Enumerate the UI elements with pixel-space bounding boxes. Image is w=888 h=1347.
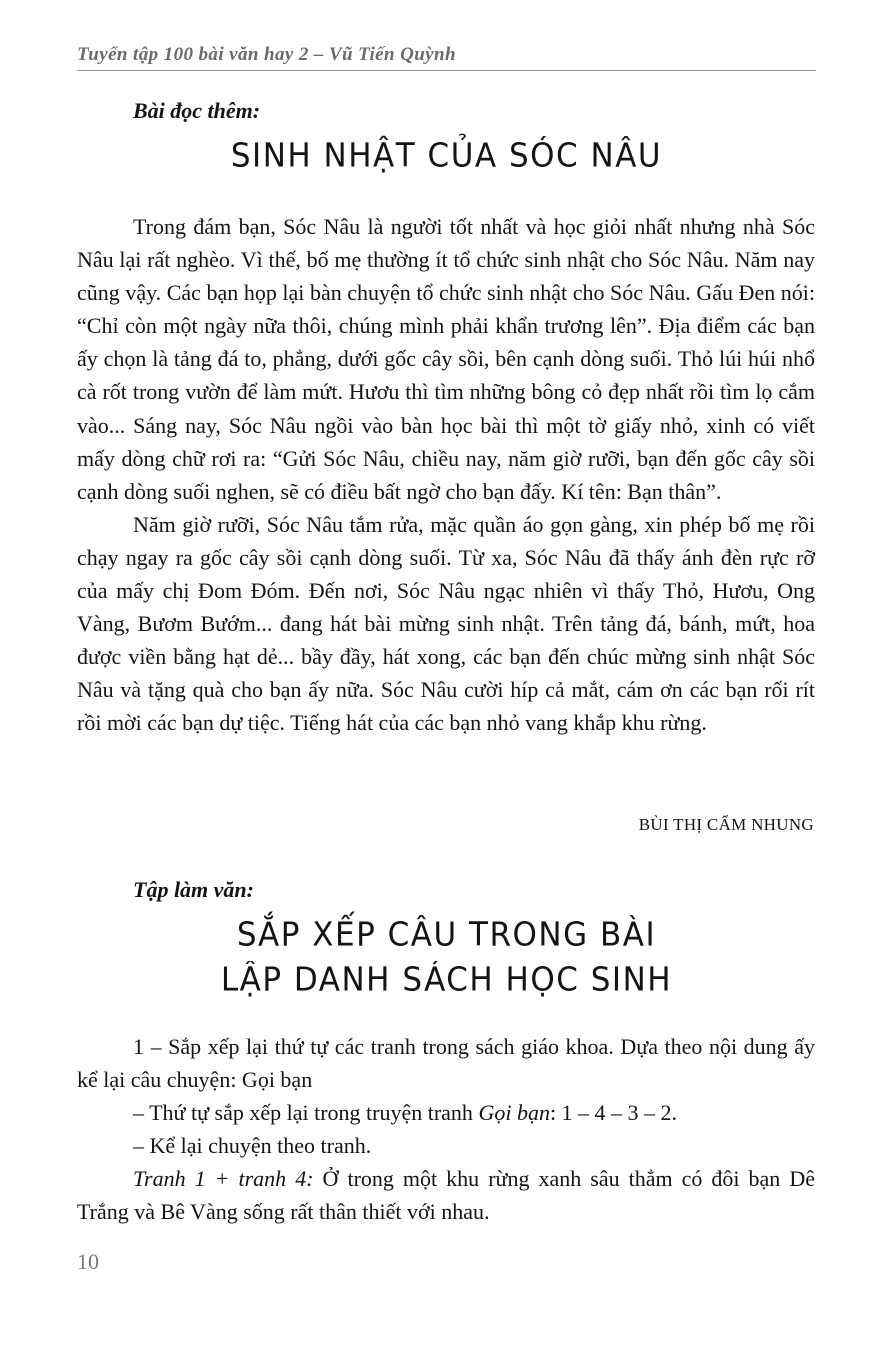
reading-paragraph: Năm giờ rưỡi, Sóc Nâu tắm rửa, mặc quần áo gọn gàng, xin phép bố mẹ rồi chạy ngay ra gốc cây sồi cạnh dòng suối. Từ xa, Sóc Nâu đã thấy ánh đèn rực rỡ của mấy chị Đom Đóm. Đến nơi, Sóc Nâu ngạc nhiên vì thấy Thỏ, Hươu, Ong Vàng, Bươm Bướm... đang hát bài mừng sinh nhật. Trên tảng đá, bánh, mứt, hoa được viền bằng hạt dẻ... bầy đầy, hát xong, các bạn đến chúc mừng sinh nhật Sóc Nâu và tặng quà cho bạn ấy nữa. Sóc Nâu cười híp cả mắt, cám ơn các bạn rối rít rồi mời các bạn dự tiệc. Tiếng hát của các bạn nhỏ vang khắp khu rừng. bbox=[77, 511, 815, 736]
author-credit: BÙI THỊ CẨM NHUNG bbox=[638, 815, 814, 834]
item-order-sequence: : 1 – 4 – 3 – 2. bbox=[549, 1100, 678, 1126]
header-divider bbox=[77, 70, 816, 71]
story-title: Gọi bạn bbox=[478, 1100, 550, 1126]
scene-text: Ở trong một khu rừng xanh sâu thẳm có đôi bạn Dê Trắng và Bê Vàng sống rất thân thiết với nhau. bbox=[77, 1166, 815, 1225]
reading-body bbox=[77, 210, 815, 740]
item-order-prefix: – Thứ tự sắp xếp lại trong truyện tranh bbox=[133, 1100, 479, 1126]
reading-paragraph: Trong đám bạn, Sóc Nâu là người tốt nhất và học giỏi nhất nhưng nhà Sóc Nâu lại rất nghèo. Vì thế, bố mẹ thường ít tổ chức sinh nhật cho Sóc Nâu. Năm nay cũng vậy. Các bạn họp lại bàn chuyện tổ chức sinh nhật cho Sóc Nâu. Gấu Đen nói: “Chỉ còn một ngày nữa thôi, chúng mình phải khẩn trương lên”. Địa điểm các bạn ấy chọn là tảng đá to, phẳng, dưới gốc cây sồi, bên cạnh dòng suối. Thỏ lúi húi nhổ cà rốt trong vườn để làm mứt. Hươu thì tìm những bông cỏ đẹp nhất rồi tìm lọ cắm vào... Sáng nay, Sóc Nâu ngồi vào bàn học bài thì một tờ giấy nhỏ, xinh có viết mấy dòng chữ rơi ra: “Gửi Sóc Nâu, chiều nay, năm giờ rưỡi, bạn đến gốc cây sồi cạnh dòng suối nghen, sẽ có điều bất ngờ cho bạn đấy. Kí tên: Bạn thân”. bbox=[77, 214, 815, 504]
reading-title: SINH NHẬT CỦA SÓC NÂU bbox=[230, 137, 663, 175]
reading-section-label: Bài đọc thêm: bbox=[133, 98, 261, 123]
exercise-intro: 1 – Sắp xếp lại thứ tự các tranh trong sách giáo khoa. Dựa theo nội dung ấy kể lại câu chuyện: Gọi bạn bbox=[77, 1034, 815, 1093]
exercise-section-label: Tập làm văn: bbox=[133, 877, 254, 902]
scene-label: Tranh 1 + tranh 4: bbox=[133, 1166, 314, 1192]
exercise-title-line1: SẮP XẾP CÂU TRONG BÀI bbox=[236, 916, 657, 954]
exercise-item-retell: – Kể lại chuyện theo tranh. bbox=[133, 1133, 372, 1159]
exercise-title-line2: LẬP DANH SÁCH HỌC SINH bbox=[220, 961, 673, 999]
exercise-scene bbox=[77, 1162, 815, 1228]
exercise-item-order bbox=[77, 1096, 815, 1129]
page-number: 10 bbox=[77, 1249, 99, 1274]
exercise-body bbox=[77, 1030, 815, 1229]
running-header: Tuyển tập 100 bài văn hay 2 – Vũ Tiến Quỳnh bbox=[77, 44, 456, 65]
